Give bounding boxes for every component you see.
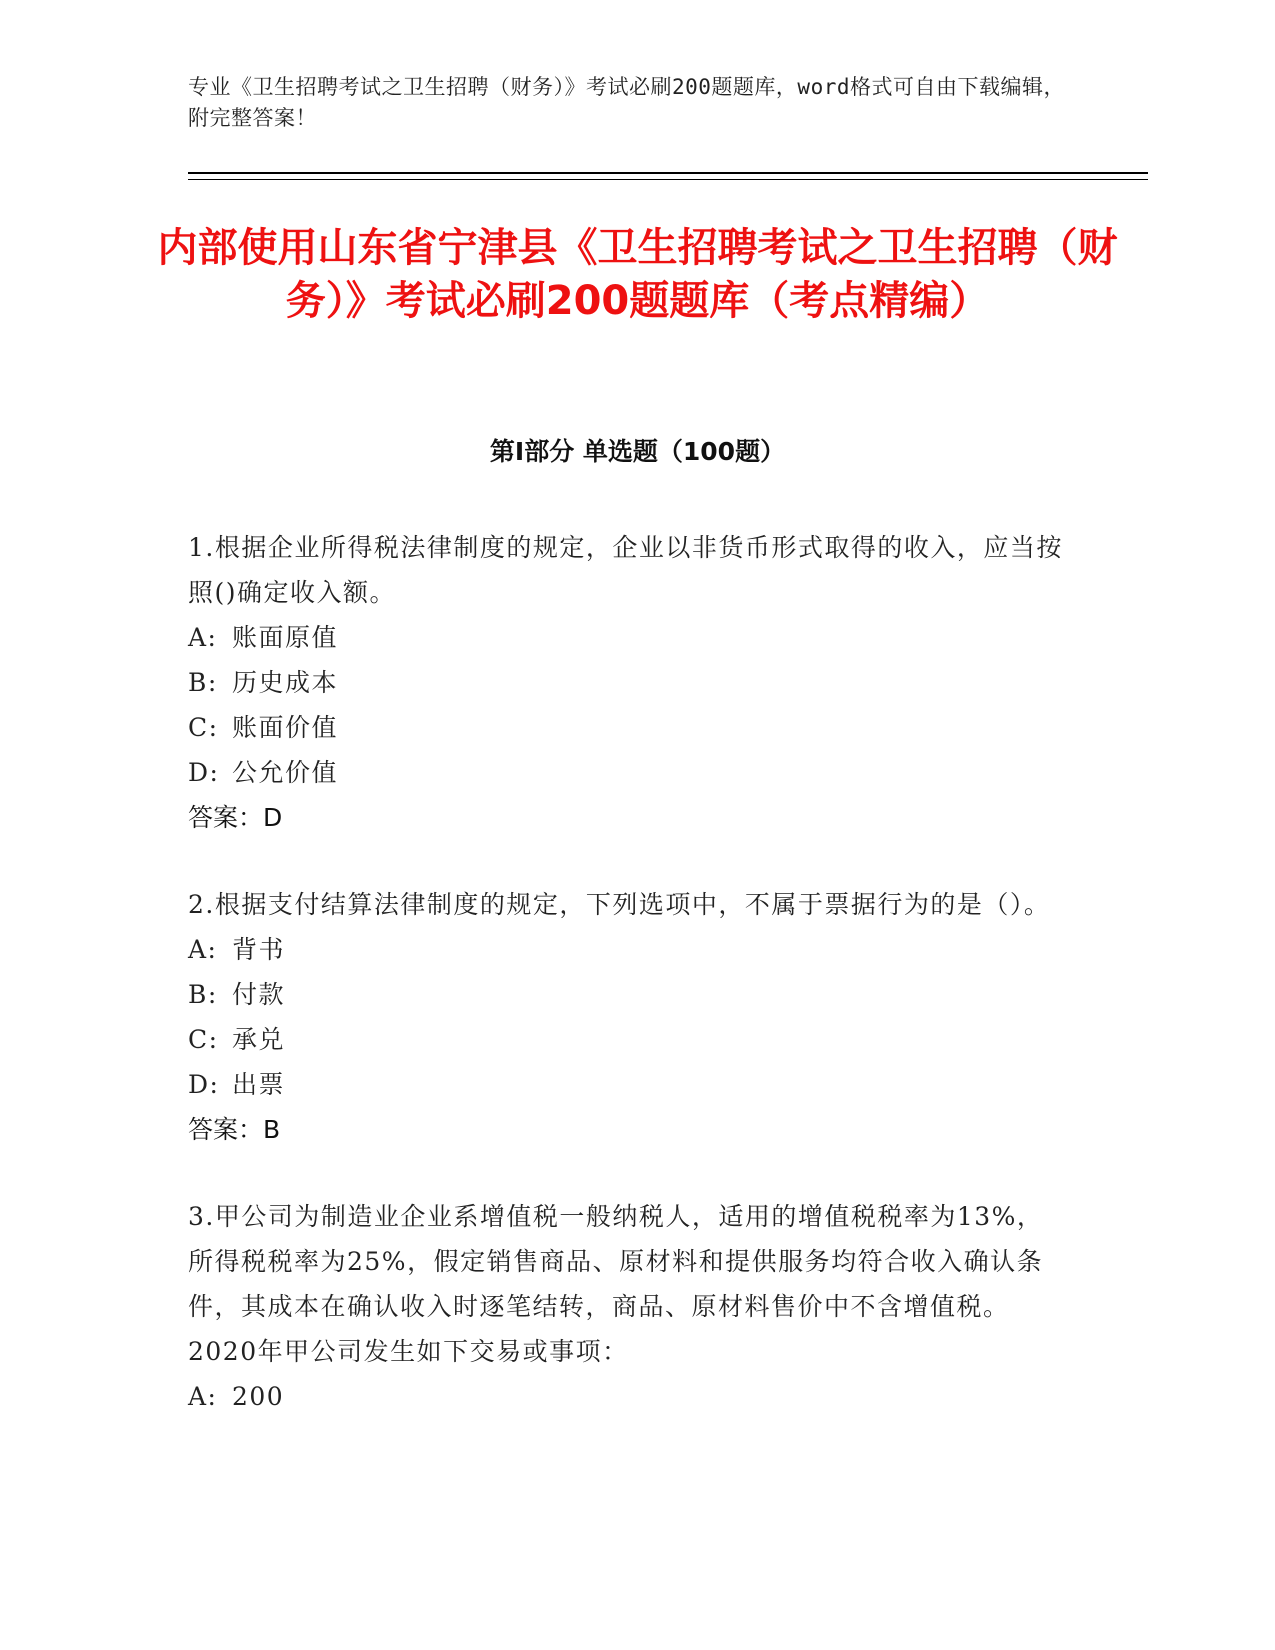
question-stem: 3.甲公司为制造业企业系增值税一般纳税人，适用的增值税税率为13%，所得税税率为25%，假定销售商品、原材料和提供服务均符合收入确认条件，其成本在确认收入时逐笔结转，商品、原材料售价中不含增值税。2020年甲公司发生如下交易或事项： bbox=[188, 1202, 1044, 1366]
option-b bbox=[188, 660, 1068, 705]
option-text: 承兑 bbox=[232, 1025, 286, 1054]
option-key: B: bbox=[188, 668, 218, 697]
question-list bbox=[188, 525, 1068, 1461]
option-key: A: bbox=[188, 1382, 218, 1411]
question-2 bbox=[188, 882, 1068, 1152]
option-c bbox=[188, 705, 1068, 750]
option-key: C: bbox=[188, 713, 219, 742]
option-text: 背书 bbox=[232, 935, 286, 964]
option-text: 账面价值 bbox=[232, 713, 339, 742]
option-d bbox=[188, 1062, 1068, 1107]
option-d bbox=[188, 750, 1068, 795]
option-a bbox=[188, 615, 1068, 660]
option-c bbox=[188, 1017, 1068, 1062]
question-3 bbox=[188, 1194, 1068, 1419]
question-1 bbox=[188, 525, 1068, 840]
answer-line: 答案：D bbox=[188, 803, 283, 832]
question-stem: 2.根据支付结算法律制度的规定，下列选项中，不属于票据行为的是（）。 bbox=[188, 890, 1051, 919]
option-b bbox=[188, 972, 1068, 1017]
option-text: 200 bbox=[232, 1382, 285, 1411]
option-text: 付款 bbox=[232, 980, 286, 1009]
header-note: 专业《卫生招聘考试之卫生招聘（财务）》考试必刷200题题库，word格式可自由下载编辑，附完整答案！ bbox=[188, 75, 1065, 130]
option-key: D: bbox=[188, 758, 220, 787]
option-key: C: bbox=[188, 1025, 219, 1054]
question-stem: 1.根据企业所得税法律制度的规定，企业以非货币形式取得的收入，应当按照()确定收入额。 bbox=[188, 533, 1063, 607]
option-key: D: bbox=[188, 1070, 220, 1099]
answer-line: 答案：B bbox=[188, 1115, 281, 1144]
header-divider-thick bbox=[188, 172, 1148, 174]
option-a bbox=[188, 927, 1068, 972]
option-key: B: bbox=[188, 980, 218, 1009]
option-text: 账面原值 bbox=[232, 623, 339, 652]
option-text: 公允价值 bbox=[232, 758, 339, 787]
option-text: 历史成本 bbox=[232, 668, 339, 697]
option-key: A: bbox=[188, 935, 218, 964]
section-title: 第Ⅰ部分 单选题（100题） bbox=[489, 437, 786, 466]
option-key: A: bbox=[188, 623, 218, 652]
option-text: 出票 bbox=[232, 1070, 286, 1099]
document-title: 内部使用山东省宁津县《卫生招聘考试之卫生招聘（财务）》考试必刷200题题库（考点精编） bbox=[157, 225, 1118, 324]
header-divider-thin bbox=[188, 179, 1148, 180]
option-a bbox=[188, 1374, 1068, 1419]
